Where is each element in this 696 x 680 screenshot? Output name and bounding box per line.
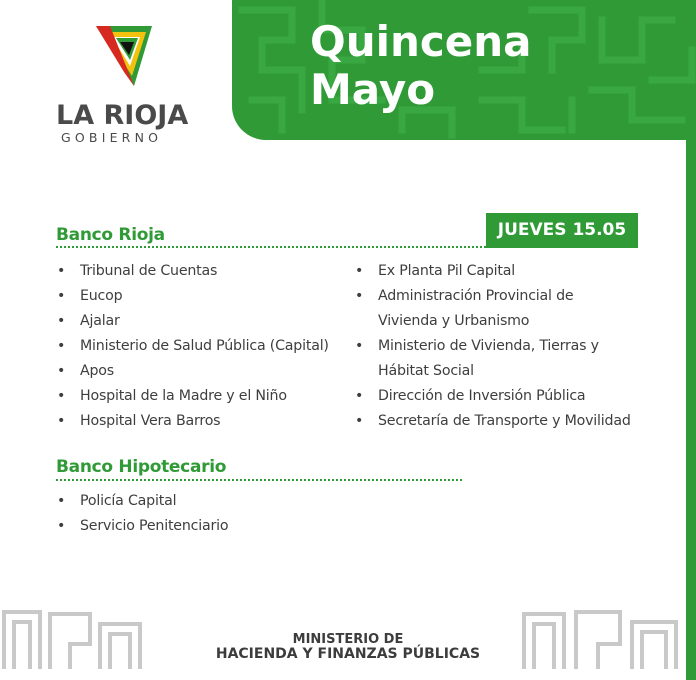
title-line-1: Quincena xyxy=(310,17,532,66)
list-item: • Tribunal de Cuentas xyxy=(57,259,329,284)
banco-rioja-left-list xyxy=(57,259,329,434)
page-title xyxy=(310,18,532,114)
list-item: • Apos xyxy=(57,359,329,384)
list-item: • Hospital de la Madre y el Niño xyxy=(57,384,329,409)
list-item: • Policía Capital xyxy=(57,489,228,514)
footer-ministry-line-1: MINISTERIO DE xyxy=(292,632,404,647)
list-item: • Ex Planta Pil Capital xyxy=(355,259,631,284)
list-item: • Hospital Vera Barros xyxy=(57,409,329,434)
green-edge-strip xyxy=(686,120,696,680)
la-rioja-emblem-icon xyxy=(94,24,156,88)
banco-rioja-right-list xyxy=(355,259,631,434)
list-item: • Ministerio de Salud Pública (Capital) xyxy=(57,334,329,359)
list-item-continuation: Hábitat Social xyxy=(378,363,474,379)
section-title-banco-hipotecario: Banco Hipotecario xyxy=(56,457,227,477)
section-title-banco-rioja: Banco Rioja xyxy=(56,225,165,245)
title-line-2: Mayo xyxy=(310,65,436,114)
logo-name: LA RIOJA xyxy=(56,100,189,131)
list-item: • Servicio Penitenciario xyxy=(57,514,228,539)
list-item: • Ajalar xyxy=(57,309,329,334)
list-item: • Eucop xyxy=(57,284,329,309)
logo-subtitle: GOBIERNO xyxy=(61,130,163,145)
list-item: • Administración Provincial de xyxy=(355,284,631,309)
list-item: • Ministerio de Vivienda, Tierras y xyxy=(355,334,631,359)
date-badge: JUEVES 15.05 xyxy=(486,213,638,248)
government-logo xyxy=(56,24,196,144)
header-banner xyxy=(232,0,696,140)
list-item: • Dirección de Inversión Pública xyxy=(355,384,631,409)
list-item-continuation: Vivienda y Urbanismo xyxy=(378,313,530,329)
list-item: • Secretaría de Transporte y Movilidad xyxy=(355,409,631,434)
section-divider xyxy=(56,479,462,481)
section-divider xyxy=(56,246,486,248)
footer-ministry-line-2: HACIENDA Y FINANZAS PÚBLICAS xyxy=(215,646,481,662)
banco-hipotecario-list xyxy=(57,489,228,539)
